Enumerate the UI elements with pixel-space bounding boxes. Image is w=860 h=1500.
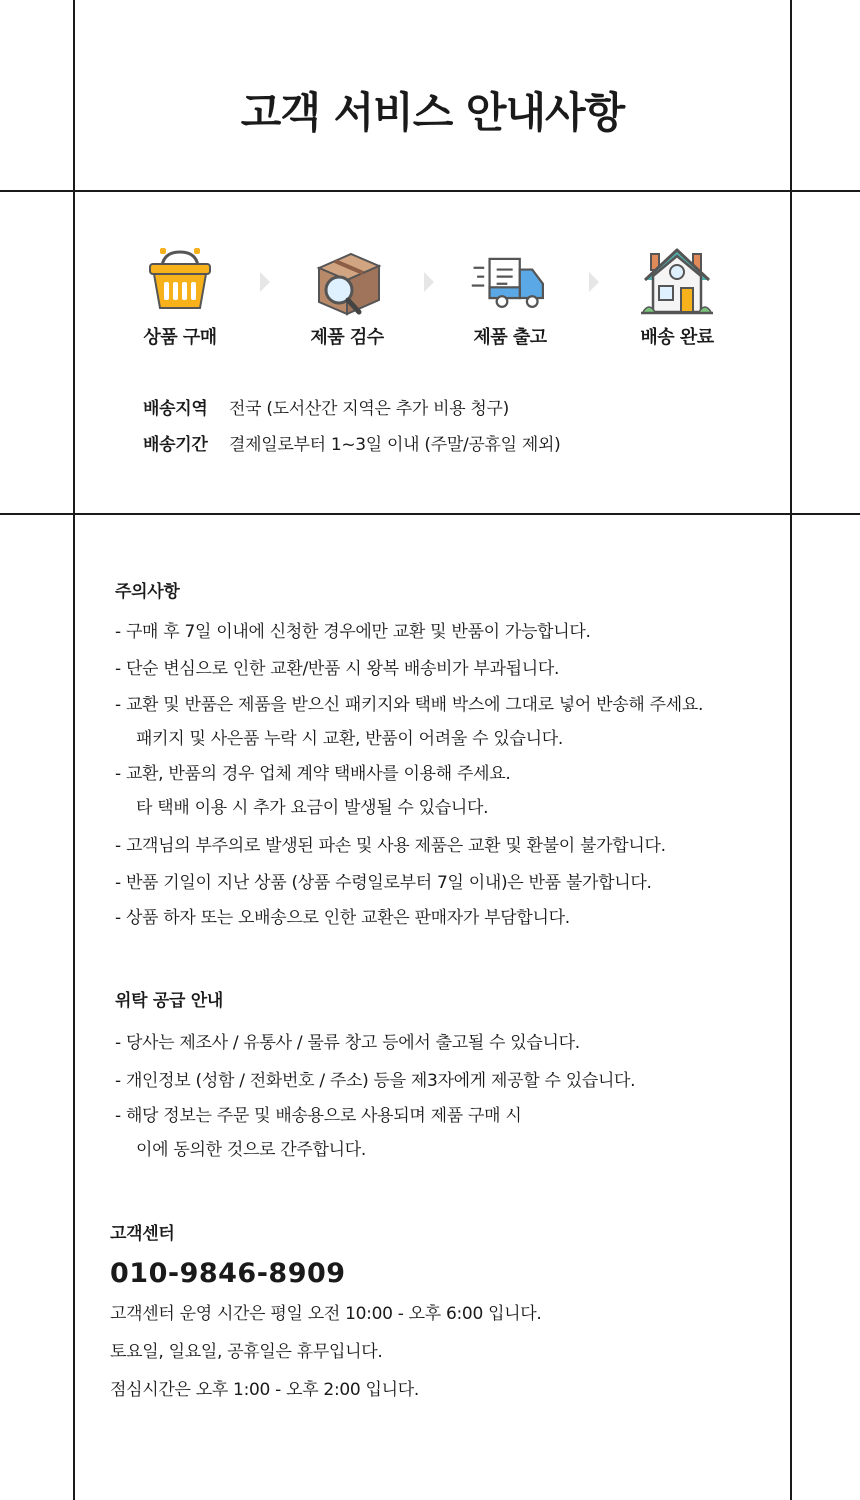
notice-item: - 구매 후 7일 이내에 신청한 경우에만 교환 및 반품이 가능합니다. <box>115 622 591 642</box>
frame-left-line <box>73 0 75 1500</box>
step-label: 배송 완료 <box>640 327 714 348</box>
consign-item: - 당사는 제조사 / 유통사 / 물류 창고 등에서 출고될 수 있습니다. <box>115 1033 580 1053</box>
chevron-right-icon <box>422 270 436 294</box>
customer-center-title: 고객센터 <box>110 1224 175 1244</box>
notice-title: 주의사항 <box>115 582 180 602</box>
chevron-right-icon <box>587 270 601 294</box>
shopping-basket-icon <box>140 244 220 320</box>
divider-middle <box>0 513 860 515</box>
divider-top <box>0 190 860 192</box>
notice-item-continuation: 패키지 및 사은품 누락 시 교환, 반품이 어려울 수 있습니다. <box>136 729 563 749</box>
step-label: 제품 출고 <box>473 327 547 348</box>
customer-center-phone: 010-9846-8909 <box>110 1258 346 1289</box>
step-purchase <box>115 244 245 352</box>
delivery-truck-icon <box>470 244 550 320</box>
delivery-area-value: 전국 (도서산간 지역은 추가 비용 청구) <box>229 399 510 419</box>
page-title: 고객 서비스 안내사항 <box>240 88 625 137</box>
delivery-area-row <box>143 396 509 422</box>
box-inspection-icon <box>307 244 387 320</box>
consign-item: - 해당 정보는 주문 및 배송용으로 사용되며 제품 구매 시 <box>115 1106 522 1126</box>
notice-item: - 교환 및 반품은 제품을 받으신 패키지와 택배 박스에 그대로 넣어 반송해 주세요. <box>115 695 704 715</box>
delivery-period-value: 결제일로부터 1~3일 이내 (주말/공휴일 제외) <box>229 435 561 455</box>
chevron-right-icon <box>258 270 272 294</box>
notice-item: - 반품 기일이 지난 상품 (상품 수령일로부터 7일 이내)은 반품 불가합니다. <box>115 873 652 893</box>
consign-item-continuation: 이에 동의한 것으로 간주합니다. <box>136 1140 367 1160</box>
consign-title: 위탁 공급 안내 <box>115 991 223 1011</box>
customer-center-line: 고객센터 운영 시간은 평일 오전 10:00 - 오후 6:00 입니다. <box>110 1304 542 1324</box>
customer-center-line: 점심시간은 오후 1:00 - 오후 2:00 입니다. <box>110 1380 419 1400</box>
step-label: 상품 구매 <box>143 327 217 348</box>
step-inspection <box>282 244 412 352</box>
step-shipping <box>445 244 575 352</box>
step-delivered <box>612 244 742 352</box>
house-icon <box>637 244 717 320</box>
notice-item-continuation: 타 택배 이용 시 추가 요금이 발생될 수 있습니다. <box>136 798 489 818</box>
notice-item: - 교환, 반품의 경우 업체 계약 택배사를 이용해 주세요. <box>115 764 511 784</box>
delivery-period-label: 배송기간 <box>143 435 208 455</box>
customer-center-line: 토요일, 일요일, 공휴일은 휴무입니다. <box>110 1342 383 1362</box>
step-label: 제품 검수 <box>310 327 384 348</box>
notice-item: - 고객님의 부주의로 발생된 파손 및 사용 제품은 교환 및 환불이 불가합니다. <box>115 836 666 856</box>
notice-item: - 상품 하자 또는 오배송으로 인한 교환은 판매자가 부담합니다. <box>115 908 570 928</box>
delivery-area-label: 배송지역 <box>143 399 208 419</box>
notice-item: - 단순 변심으로 인한 교환/반품 시 왕복 배송비가 부과됩니다. <box>115 659 560 679</box>
consign-item: - 개인정보 (성함 / 전화번호 / 주소) 등을 제3자에게 제공할 수 있습니다. <box>115 1071 636 1091</box>
frame-right-line <box>790 0 792 1500</box>
delivery-process <box>115 244 755 354</box>
delivery-period-row <box>143 432 560 458</box>
